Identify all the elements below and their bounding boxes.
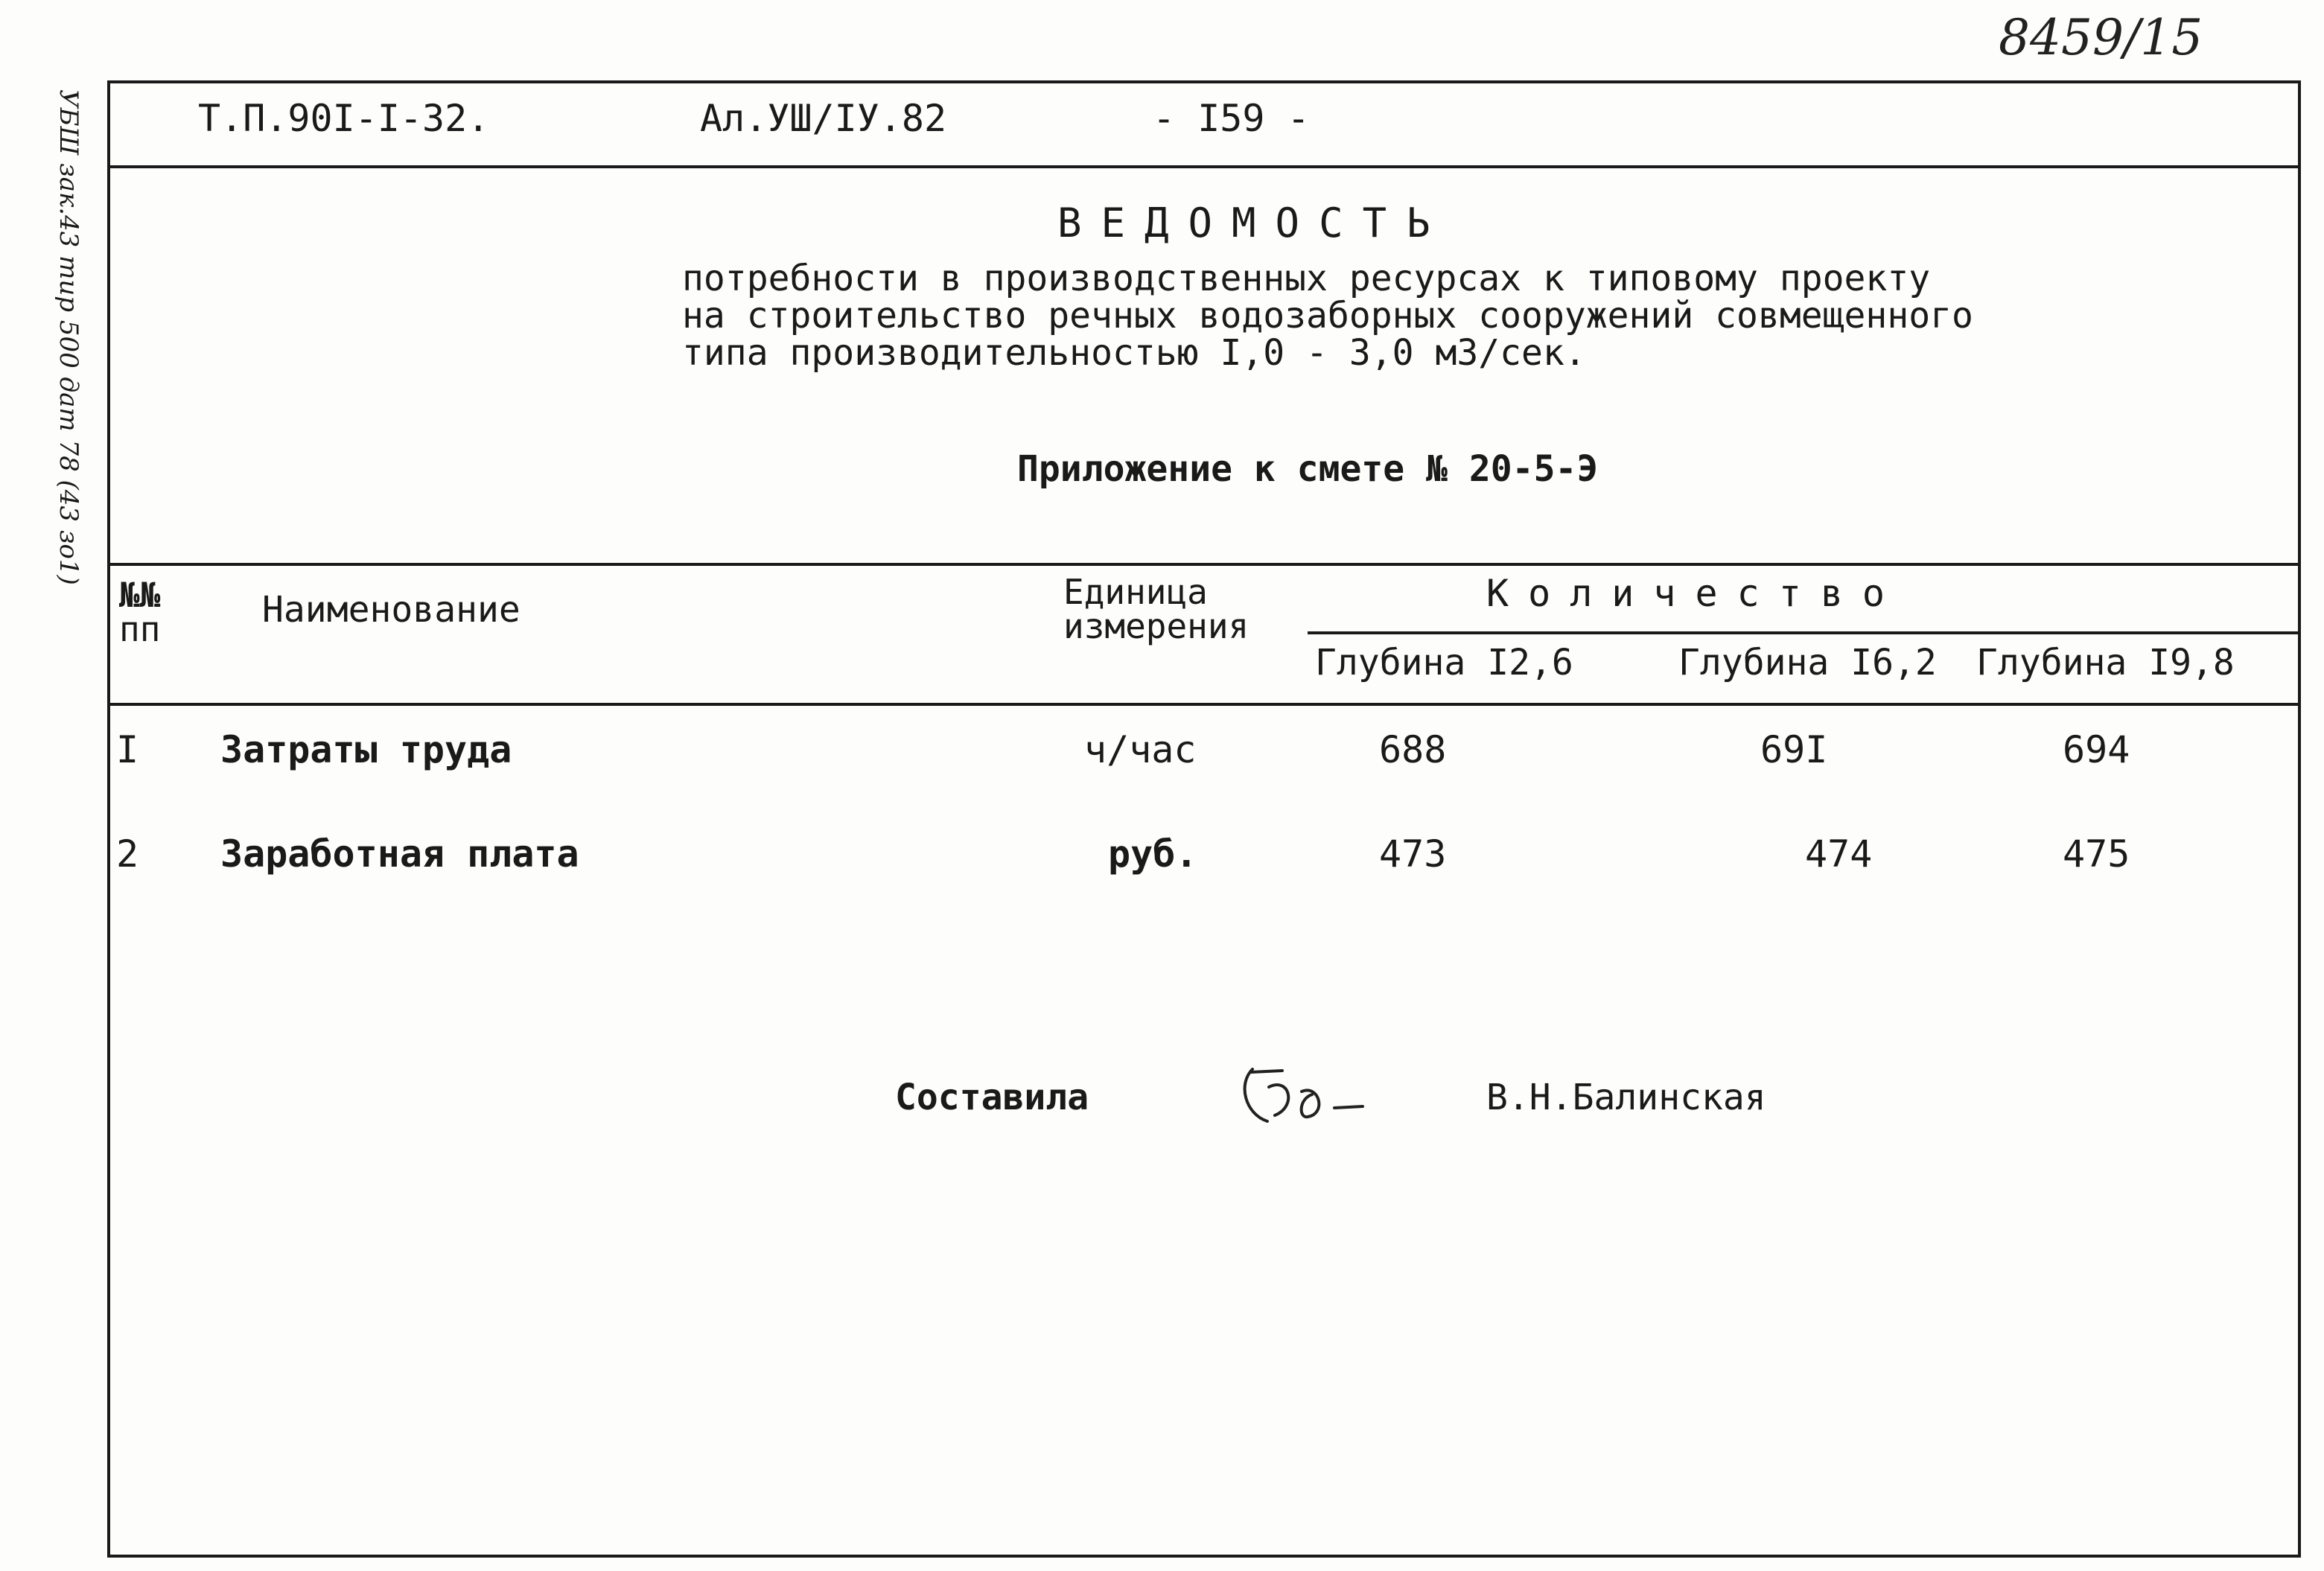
project-code: Т.П.90I-I-32. [198, 97, 490, 140]
depth-header-1: Глубина I2,6 [1315, 642, 1573, 683]
subtitle-line-2: на строительство речных водозаборных сооружений совмещенного [682, 295, 1973, 337]
row-2-value-2: 474 [1805, 832, 1873, 876]
page-number: - I59 - [1153, 97, 1310, 140]
col-unit-header-1: Единица [1063, 572, 1208, 612]
col-qty-header: Количество [1486, 572, 1905, 615]
depth-header-2: Глубина I6,2 [1678, 642, 1937, 683]
row-1-value-1: 688 [1379, 728, 1447, 771]
row-1-num: I [116, 728, 139, 771]
col-num-header-1: №№ [119, 575, 161, 615]
row-1-value-2: 69I [1760, 728, 1828, 771]
row-2-value-3: 475 [2063, 832, 2130, 876]
appendix-reference: Приложение к смете № 20-5-Э [1017, 448, 1599, 490]
album-code: Ал.УШ/IУ.82 [700, 97, 947, 140]
col-num-header-2: пп [119, 609, 161, 649]
archive-number: 8459/15 [1999, 9, 2203, 66]
row-2-name: Заработная плата [220, 832, 579, 876]
col-unit-header-2: измерения [1063, 606, 1249, 646]
col-name-header: Наименование [262, 589, 520, 631]
signature-label: Составила [895, 1077, 1089, 1118]
row-1-unit: ч/час [1084, 728, 1197, 771]
table-header-bottom [107, 703, 2301, 706]
side-stamp: УБШ зак.43 тир 500 дат 78 (43 зо1) [54, 89, 83, 585]
row-2-num: 2 [116, 832, 139, 876]
row-1-name: Затраты труда [220, 728, 512, 771]
signature-name: В.Н.Балинская [1486, 1077, 1766, 1118]
subtitle-line-1: потребности в производственных ресурсах к типовому проекту [682, 258, 1931, 299]
row-1-value-3: 694 [2063, 728, 2130, 771]
document-title: ВЕДОМОСТЬ [1057, 200, 1450, 246]
header-divider [110, 165, 2298, 168]
row-2-value-1: 473 [1379, 832, 1447, 876]
qty-divider [1308, 631, 2301, 634]
signature-scribble [1230, 1054, 1379, 1136]
subtitle-line-3: типа производительностью I,0 - 3,0 м3/сек. [682, 332, 1586, 374]
table-top-line [107, 563, 2301, 566]
depth-header-3: Глубина I9,8 [1976, 642, 2235, 683]
row-2-unit: руб. [1108, 832, 1198, 876]
